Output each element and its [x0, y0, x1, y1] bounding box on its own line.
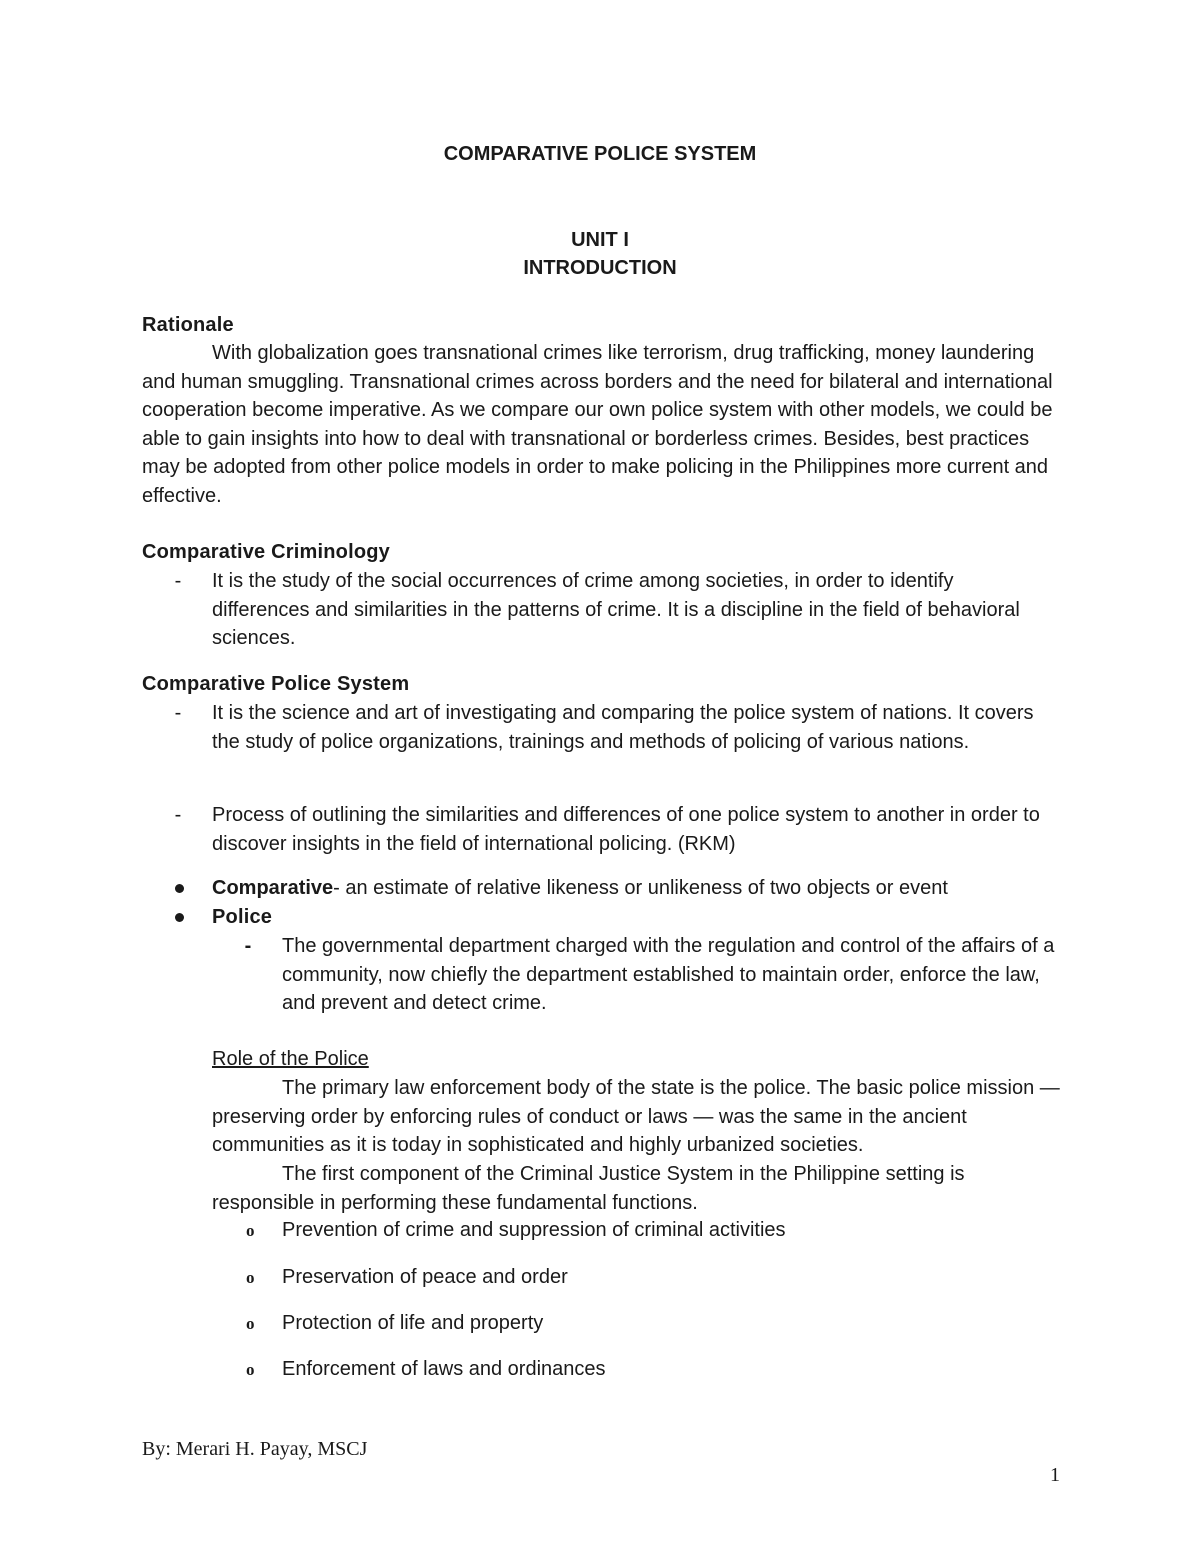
page-number: 1	[1050, 1464, 1060, 1486]
police-system-bullet-2: -	[174, 804, 182, 826]
function-item-1: Prevention of crime and suppression of criminal activities	[282, 1219, 786, 1241]
police-definition-dash: -	[244, 935, 252, 957]
bullet-dot-police	[175, 913, 184, 922]
comparative-text: - an estimate of relative likeness or unlikeness of two objects or event	[333, 877, 948, 899]
police-definition: The governmental department charged with the regulation and control of the affairs of a community, now chiefly the department established to maintain order, enforce the law, and prevent and detect crime.	[282, 935, 1055, 1015]
police-system-definition-1: It is the science and art of investigating and comparing the police system of nations. It covers the study of police organizations, trainings and methods of policing of various nations.	[212, 702, 1034, 753]
function-item-2: Preservation of peace and order	[282, 1266, 568, 1288]
function-marker-2: o	[246, 1268, 255, 1287]
function-item-3: Protection of life and property	[282, 1312, 544, 1334]
comparative-police-system-heading: Comparative Police System	[142, 673, 410, 695]
rationale-paragraph: With globalization goes transnational crimes like terrorism, drug trafficking, money laundering and human smuggling. Transnational crimes across borders and the need for bilateral and international cooperation become imperative. As we compare our own police system with other models, we could be able to gain insights into how to deal with transnational or borderless crimes. Besides, best practices may be adopted from other police models in order to make policing in the Philippines more current and effective.	[142, 342, 1053, 507]
comparative-criminology-heading: Comparative Criminology	[142, 541, 390, 563]
bullet-dot-comparative	[175, 884, 184, 893]
function-marker-3: o	[246, 1314, 255, 1333]
criminology-definition: It is the study of the social occurrences of crime among societies, in order to identify differences and similarities in the patterns of crime. It is a discipline in the field of behavioral sciences.	[212, 570, 1020, 650]
footer-author: By: Merari H. Payay, MSCJ	[142, 1438, 368, 1460]
police-system-definition-2: Process of outlining the similarities and differences of one police system to another in order to discover insights in the field of international policing. (RKM)	[212, 804, 1040, 855]
police-system-bullet-1: -	[174, 702, 182, 724]
police-term: Police	[212, 906, 273, 928]
function-marker-1: o	[246, 1221, 255, 1240]
role-paragraph-2: The first component of the Criminal Justice System in the Philippine setting is responsible in performing these fundamental functions.	[212, 1163, 965, 1214]
comparative-definition	[212, 874, 1052, 903]
role-paragraph-1: The primary law enforcement body of the state is the police. The basic police mission — preserving order by enforcing rules of conduct or laws — was the same in the ancient communities as it is today in sophisticated and highly urbanized societies.	[212, 1077, 1060, 1157]
function-item-4: Enforcement of laws and ordinances	[282, 1358, 606, 1380]
unit-label: UNIT I	[571, 229, 629, 251]
comparative-term: Comparative	[212, 877, 334, 899]
role-heading: Role of the Police	[212, 1048, 369, 1070]
criminology-bullet: -	[174, 570, 182, 592]
function-marker-4: o	[246, 1360, 255, 1379]
rationale-heading: Rationale	[142, 314, 234, 336]
document-title: COMPARATIVE POLICE SYSTEM	[443, 143, 757, 165]
unit-title: INTRODUCTION	[523, 257, 677, 279]
